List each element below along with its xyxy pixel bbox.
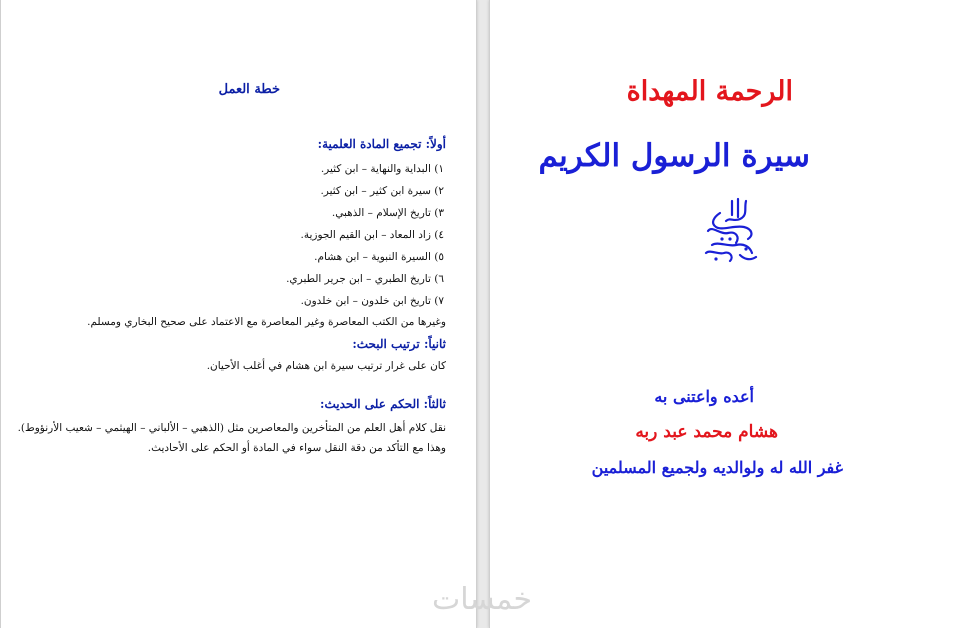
- plan-title: خطة العمل: [218, 82, 280, 97]
- section1-item: ٢) سيرة ابن كثير – ابن كثير.: [320, 185, 444, 197]
- section1-item: ٤) زاد المعاد – ابن القيم الجوزية.: [300, 229, 444, 241]
- right-page: [489, 0, 964, 628]
- section3-line: نقل كلام أهل العلم من المتأخرين والمعاصرين مثل (الذهبي – الألباني – الهيثمي – شعيب الأرنؤوط).: [17, 422, 446, 434]
- section1-note: وغيرها من الكتب المعاصرة وغير المعاصرة مع الاعتماد على صحيح البخاري ومسلم.: [87, 316, 446, 328]
- prayer-line: غفر الله له ولوالديه ولجميع المسلمين: [591, 458, 843, 477]
- section3-line: وهذا مع التأكد من دقة النقل سواء في المادة أو الحكم على الأحاديث.: [147, 442, 446, 454]
- author-name: هشام محمد عبد ربه: [635, 422, 778, 442]
- section2-heading: ثانياً: ترتيب البحث:: [352, 337, 446, 351]
- calligraphy-icon: [700, 195, 762, 267]
- section1-heading: أولاً: تجميع المادة العلمية:: [317, 137, 446, 151]
- section1-item: ٥) السيرة النبوية – ابن هشام.: [314, 251, 444, 263]
- section1-item: ١) البداية والنهاية – ابن كثير.: [320, 163, 444, 175]
- prepared-by-label: أعده واعتنى به: [654, 387, 754, 406]
- section1-item: ٧) تاريخ ابن خلدون – ابن خلدون.: [300, 295, 444, 307]
- left-page: [0, 0, 477, 628]
- section1-item: ٣) تاريخ الإسلام – الذهبي.: [331, 207, 444, 219]
- section3-heading: ثالثاً: الحكم على الحديث:: [320, 397, 446, 411]
- cover-subtitle: سيرة الرسول الكريم: [538, 138, 810, 174]
- cover-title: الرحمة المهداة: [626, 76, 793, 107]
- section2-text: كان على غرار ترتيب سيرة ابن هشام في أغلب الأحيان.: [206, 360, 446, 372]
- section1-item: ٦) تاريخ الطبري – ابن جرير الطبري.: [286, 273, 444, 285]
- watermark-logo: خمسات: [431, 582, 533, 617]
